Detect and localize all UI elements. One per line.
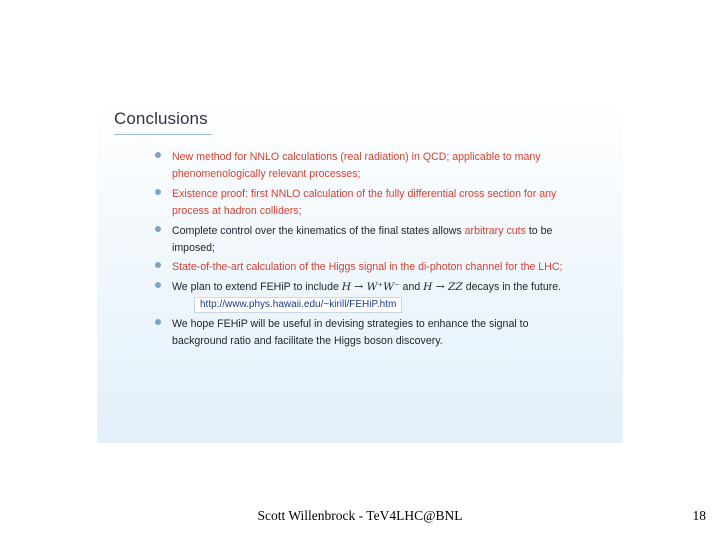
bullet-text: Complete control over the kinematics of the final states allows — [172, 224, 465, 237]
bullet-text: to be imposed; — [172, 224, 553, 255]
heading-underline — [114, 134, 212, 135]
page-number: 18 — [692, 508, 706, 523]
bullet-text: We hope FEHiP will be useful in devising strategies to enhance the signal to background ratio and facilitate the Higgs boson discovery. — [172, 317, 529, 348]
bullet-item — [152, 186, 582, 221]
bullet-text: We plan to extend FEHiP to include — [172, 280, 342, 293]
slide-heading: Conclusions — [114, 109, 208, 128]
bullet-text: and — [399, 280, 424, 293]
bullet-text-highlight: New method for NNLO calculations (real radiation) in QCD; applicable to many phenomenologically relevant processes; — [172, 151, 541, 181]
bullet-item — [152, 259, 582, 276]
bullet-text-highlight: Existence proof: first NNLO calculation of the fully differential cross section for any process at hadron colliders; — [172, 187, 557, 218]
bullet-text: decays in the future. — [462, 280, 562, 293]
bullet-dot-icon — [155, 262, 161, 268]
bullet-list — [152, 149, 582, 352]
footer-caption: Scott Willenbrock - TeV4LHC@BNL — [257, 508, 463, 523]
fehip-url-link[interactable]: http://www.phys.hawaii.edu/~kirill/FEHiP.htm — [194, 297, 402, 313]
slide-image — [97, 100, 623, 443]
bullet-dot-icon — [155, 152, 161, 158]
bullet-item — [152, 223, 582, 258]
bullet-dot-icon — [155, 319, 161, 325]
bullet-dot-icon — [155, 189, 161, 195]
bullet-item — [152, 316, 582, 351]
bullet-dot-icon — [155, 226, 161, 232]
math-expression: H → ZZ — [423, 280, 463, 293]
bullet-text-highlight: State-of-the-art calculation of the Higgs signal in the di-photon channel for the LHC; — [172, 261, 563, 274]
bullet-item — [152, 149, 582, 184]
bullet-item — [152, 279, 582, 314]
math-expression: H → W⁺W⁻ — [341, 280, 400, 293]
bullet-dot-icon — [155, 282, 161, 288]
bullet-text-highlight: arbitrary cuts — [464, 224, 526, 237]
